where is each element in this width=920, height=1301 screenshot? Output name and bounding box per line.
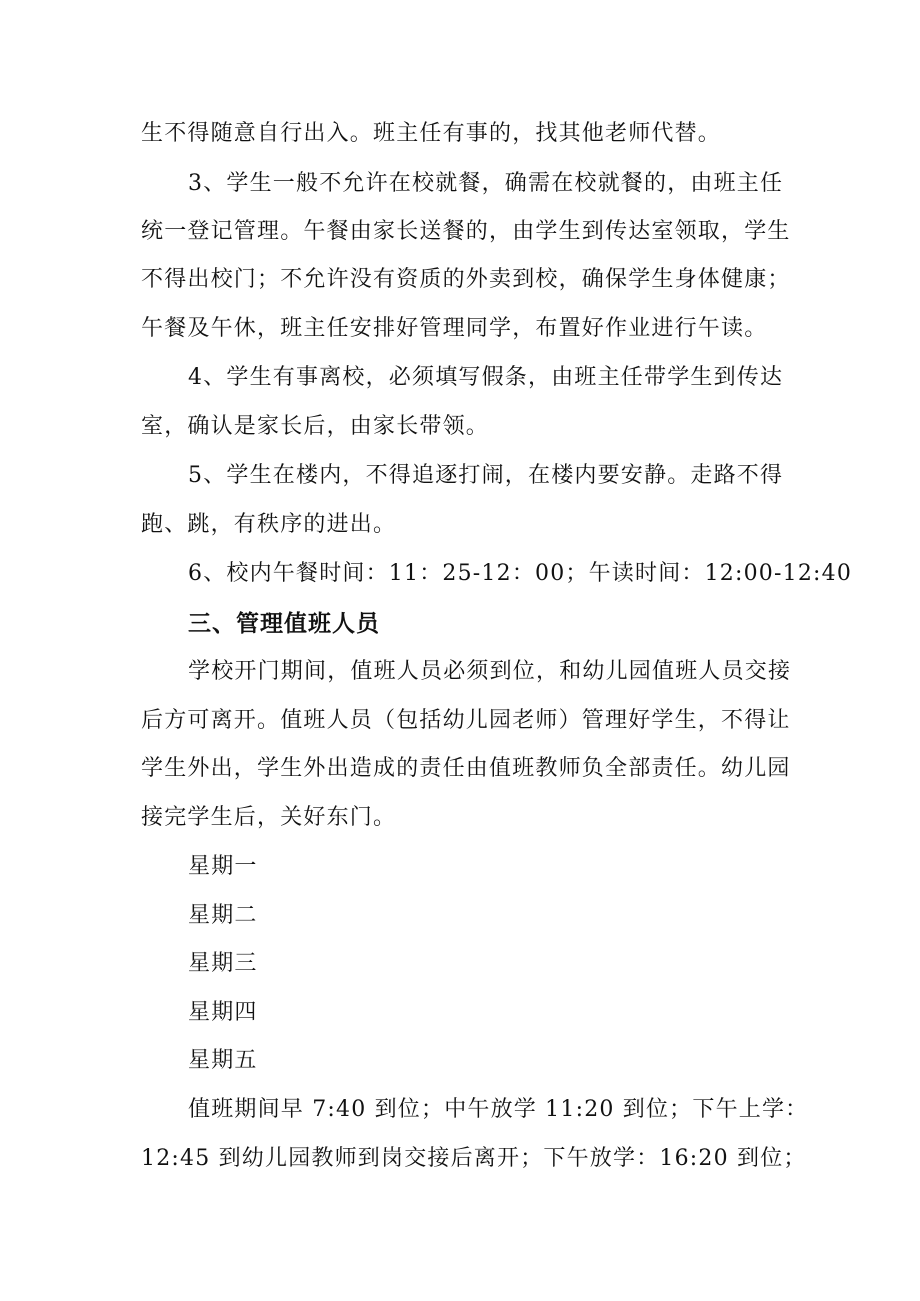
text-line: 学生外出，学生外出造成的责任由值班教师负全部责任。幼儿园 bbox=[141, 756, 791, 781]
text-line: 不得出校门；不允许没有资质的外卖到校，确保学生身体健康； bbox=[141, 267, 791, 292]
weekday-label: 星期四 bbox=[188, 1000, 258, 1025]
weekday-label: 星期五 bbox=[188, 1048, 258, 1073]
text-line: 统一登记管理。午餐由家长送餐的，由学生到传达室领取，学生 bbox=[141, 219, 791, 244]
text-line: 接完学生后，关好东门。 bbox=[141, 805, 397, 830]
text-line: 6、校内午餐时间：11：25-12：00；午读时间：12:00-12:40 bbox=[188, 561, 853, 586]
text-line: 午餐及午休，班主任安排好管理同学，布置好作业进行午读。 bbox=[141, 316, 768, 341]
text-line: 生不得随意自行出入。班主任有事的，找其他老师代替。 bbox=[141, 121, 722, 146]
weekday-label: 星期一 bbox=[188, 854, 258, 879]
weekday-label: 星期二 bbox=[188, 903, 258, 928]
text-line: 5、学生在楼内，不得追逐打闹，在楼内要安静。走路不得 bbox=[188, 463, 784, 488]
weekday-label: 星期三 bbox=[188, 951, 258, 976]
text-line: 室，确认是家长后，由家长带领。 bbox=[141, 414, 490, 439]
text-line: 4、学生有事离校，必须填写假条，由班主任带学生到传达 bbox=[188, 365, 784, 390]
text-line: 学校开门期间，值班人员必须到位，和幼儿园值班人员交接 bbox=[188, 659, 792, 684]
text-line: 12:45 到幼儿园教师到岗交接后离开；下午放学：16:20 到位； bbox=[141, 1146, 807, 1171]
text-line: 3、学生一般不允许在校就餐，确需在校就餐的，由班主任 bbox=[188, 171, 784, 196]
text-line: 后方可离开。值班人员（包括幼儿园老师）管理好学生，不得让 bbox=[141, 708, 791, 733]
text-line: 跑、跳，有秩序的进出。 bbox=[141, 512, 397, 537]
section-heading: 三、管理值班人员 bbox=[188, 611, 380, 637]
text-line: 值班期间早 7:40 到位；中午放学 11:20 到位；下午上学： bbox=[188, 1097, 809, 1122]
